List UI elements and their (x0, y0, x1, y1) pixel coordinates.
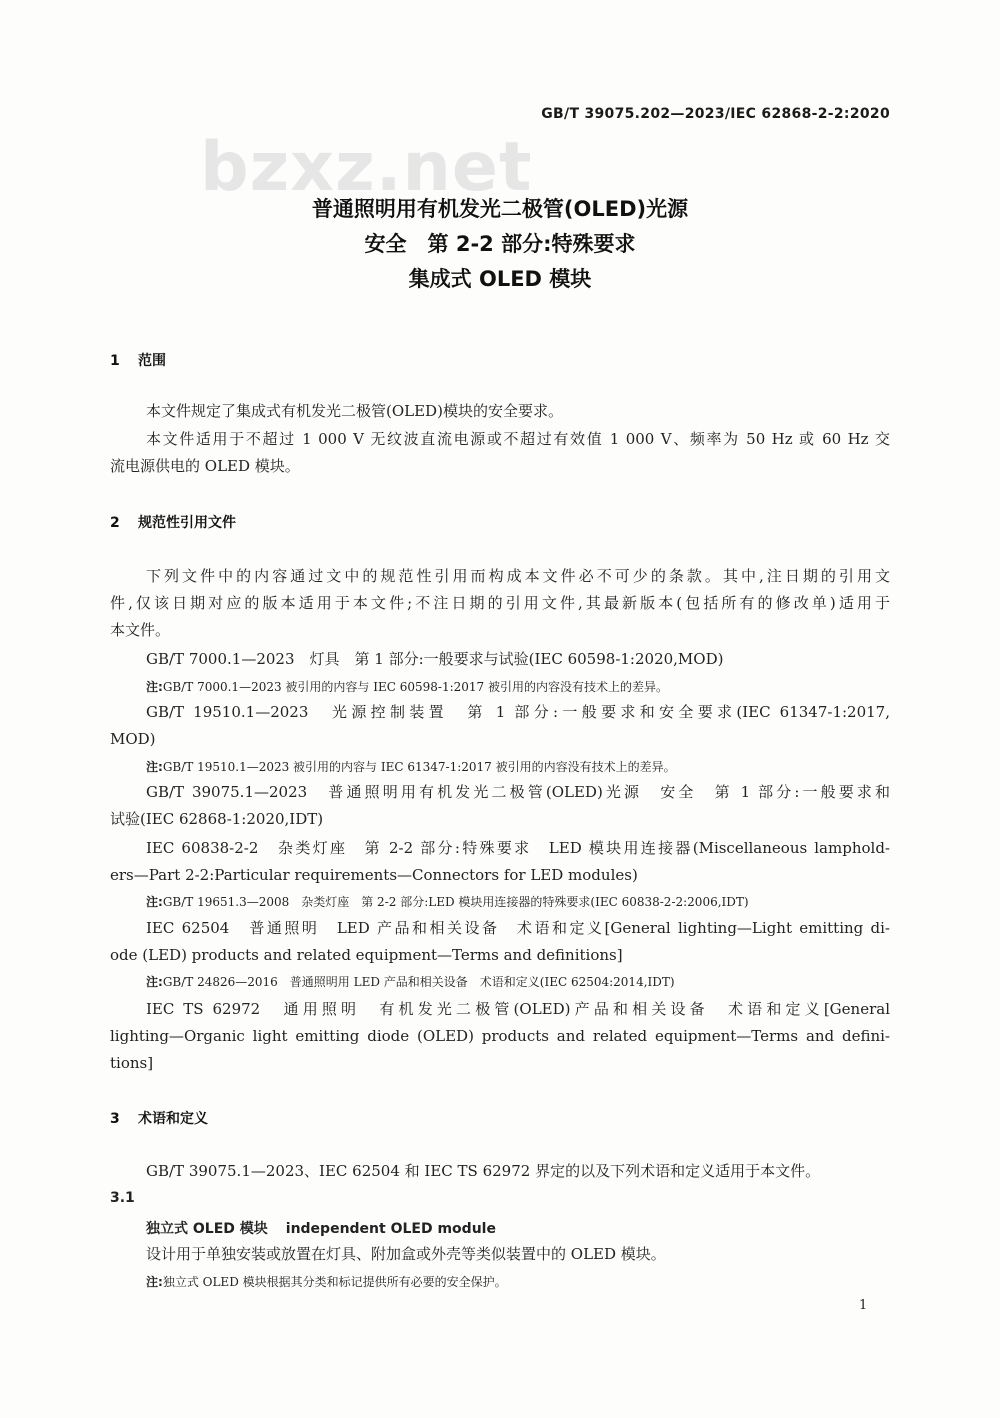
note-label: 注: (146, 760, 163, 774)
term-note (146, 1273, 507, 1290)
section-number: 1 (110, 353, 120, 369)
watermark: bzxz.net (200, 128, 533, 207)
reference-iec62504-line-2: ode (LED) products and related equipment—Terms and definitions] (110, 946, 623, 964)
reference-gbt39075-line-2: 试验(IEC 62868-1:2020,IDT) (110, 810, 324, 828)
section-title: 规范性引用文件 (138, 515, 236, 531)
reference-gbt39075-line-1: GB/T 39075.1—2023 普通照明用有机发光二极管(OLED)光源 安全 第 1 部分:一般要求和 (146, 783, 890, 801)
reference-iec62504-line-1: IEC 62504 普通照明 LED 产品和相关设备 术语和定义[General lighting—Light emitting di- (146, 919, 890, 937)
note-2 (146, 758, 676, 775)
section-number: 3 (110, 1111, 120, 1127)
term-definition: 设计用于单独安装或放置在灯具、附加盒或外壳等类似装置中的 OLED 模块。 (146, 1245, 666, 1263)
sec2-intro-line-1: 下列文件中的内容通过文中的规范性引用而构成本文件必不可少的条款。其中,注日期的引用文 (146, 567, 890, 585)
note-label: 注: (146, 1275, 163, 1289)
document-title (0, 192, 1000, 297)
page-number: 1 (859, 1298, 868, 1313)
term-english: independent OLED module (285, 1221, 496, 1237)
reference-iec60838-line-2: ers—Part 2-2:Particular requirements—Connectors for LED modules) (110, 866, 638, 884)
sec1-paragraph-2-line-1: 本文件适用于不超过 1 000 V 无纹波直流电源或不超过有效值 1 000 V、频率为 50 Hz 或 60 Hz 交 (146, 430, 890, 448)
note-4 (146, 973, 675, 990)
note-3 (146, 893, 749, 910)
sec2-intro-line-2: 件,仅该日期对应的版本适用于本文件;不注日期的引用文件,其最新版本(包括所有的修改单)适用于 (110, 594, 890, 612)
sec1-paragraph-2-line-2: 流电源供电的 OLED 模块。 (110, 457, 300, 475)
section-title: 范围 (138, 353, 166, 369)
reference-iects62972-line-1: IEC TS 62972 通用照明 有机发光二极管(OLED)产品和相关设备 术语和定义[General (146, 1000, 890, 1018)
section-1-heading (110, 350, 166, 370)
note-label: 注: (146, 895, 163, 909)
section-3-heading (110, 1108, 208, 1128)
reference-gbt19510-line-2: MOD) (110, 730, 156, 748)
reference-gbt19510-line-1: GB/T 19510.1—2023 光源控制装置 第 1 部分:一般要求和安全要求(IEC 61347-1:2017, (146, 703, 890, 721)
sec2-intro-line-3: 本文件。 (110, 621, 171, 639)
reference-iec60838-line-1: IEC 60838-2-2 杂类灯座 第 2-2 部分:特殊要求 LED 模块用连接器(Miscellaneous lamphold- (146, 839, 890, 857)
note-label: 注: (146, 680, 163, 694)
note-text: GB/T 19651.3—2008 杂类灯座 第 2-2 部分:LED 模块用连接器的特殊要求(IEC 60838-2-2:2006,IDT) (162, 895, 749, 909)
note-text: GB/T 24826—2016 普通照明用 LED 产品和相关设备 术语和定义(IEC 62504:2014,IDT) (162, 975, 675, 989)
note-1 (146, 678, 668, 695)
title-line-3: 集成式 OLED 模块 (408, 267, 592, 291)
note-text: GB/T 7000.1—2023 被引用的内容与 IEC 60598-1:2017 被引用的内容没有技术上的差异。 (162, 680, 668, 694)
section-title: 术语和定义 (138, 1111, 208, 1127)
term-chinese: 独立式 OLED 模块 (146, 1221, 268, 1237)
reference-iects62972-line-3: tions] (110, 1054, 154, 1072)
reference-iects62972-line-2: lighting—Organic light emitting diode (OLED) products and related equipment—Terms and defini- (110, 1027, 890, 1045)
section-2-heading (110, 512, 236, 532)
clause-number-3-1: 3.1 (110, 1190, 135, 1206)
section-number: 2 (110, 515, 120, 531)
sec1-paragraph-1: 本文件规定了集成式有机发光二极管(OLED)模块的安全要求。 (146, 402, 563, 420)
note-text: 独立式 OLED 模块根据其分类和标记提供所有必要的安全保护。 (162, 1275, 507, 1289)
note-text: GB/T 19510.1—2023 被引用的内容与 IEC 61347-1:2017 被引用的内容没有技术上的差异。 (162, 760, 676, 774)
note-label: 注: (146, 975, 163, 989)
term-entry (146, 1218, 496, 1238)
standard-number-header: GB/T 39075.202—2023/IEC 62868-2-2:2020 (541, 106, 890, 122)
title-line-1: 普通照明用有机发光二极管(OLED)光源 (311, 197, 689, 221)
reference-gbt7000: GB/T 7000.1—2023 灯具 第 1 部分:一般要求与试验(IEC 60598-1:2020,MOD) (146, 650, 724, 668)
title-line-2: 安全 第 2-2 部分:特殊要求 (364, 232, 636, 256)
sec3-intro: GB/T 39075.1—2023、IEC 62504 和 IEC TS 62972 界定的以及下列术语和定义适用于本文件。 (146, 1162, 821, 1180)
